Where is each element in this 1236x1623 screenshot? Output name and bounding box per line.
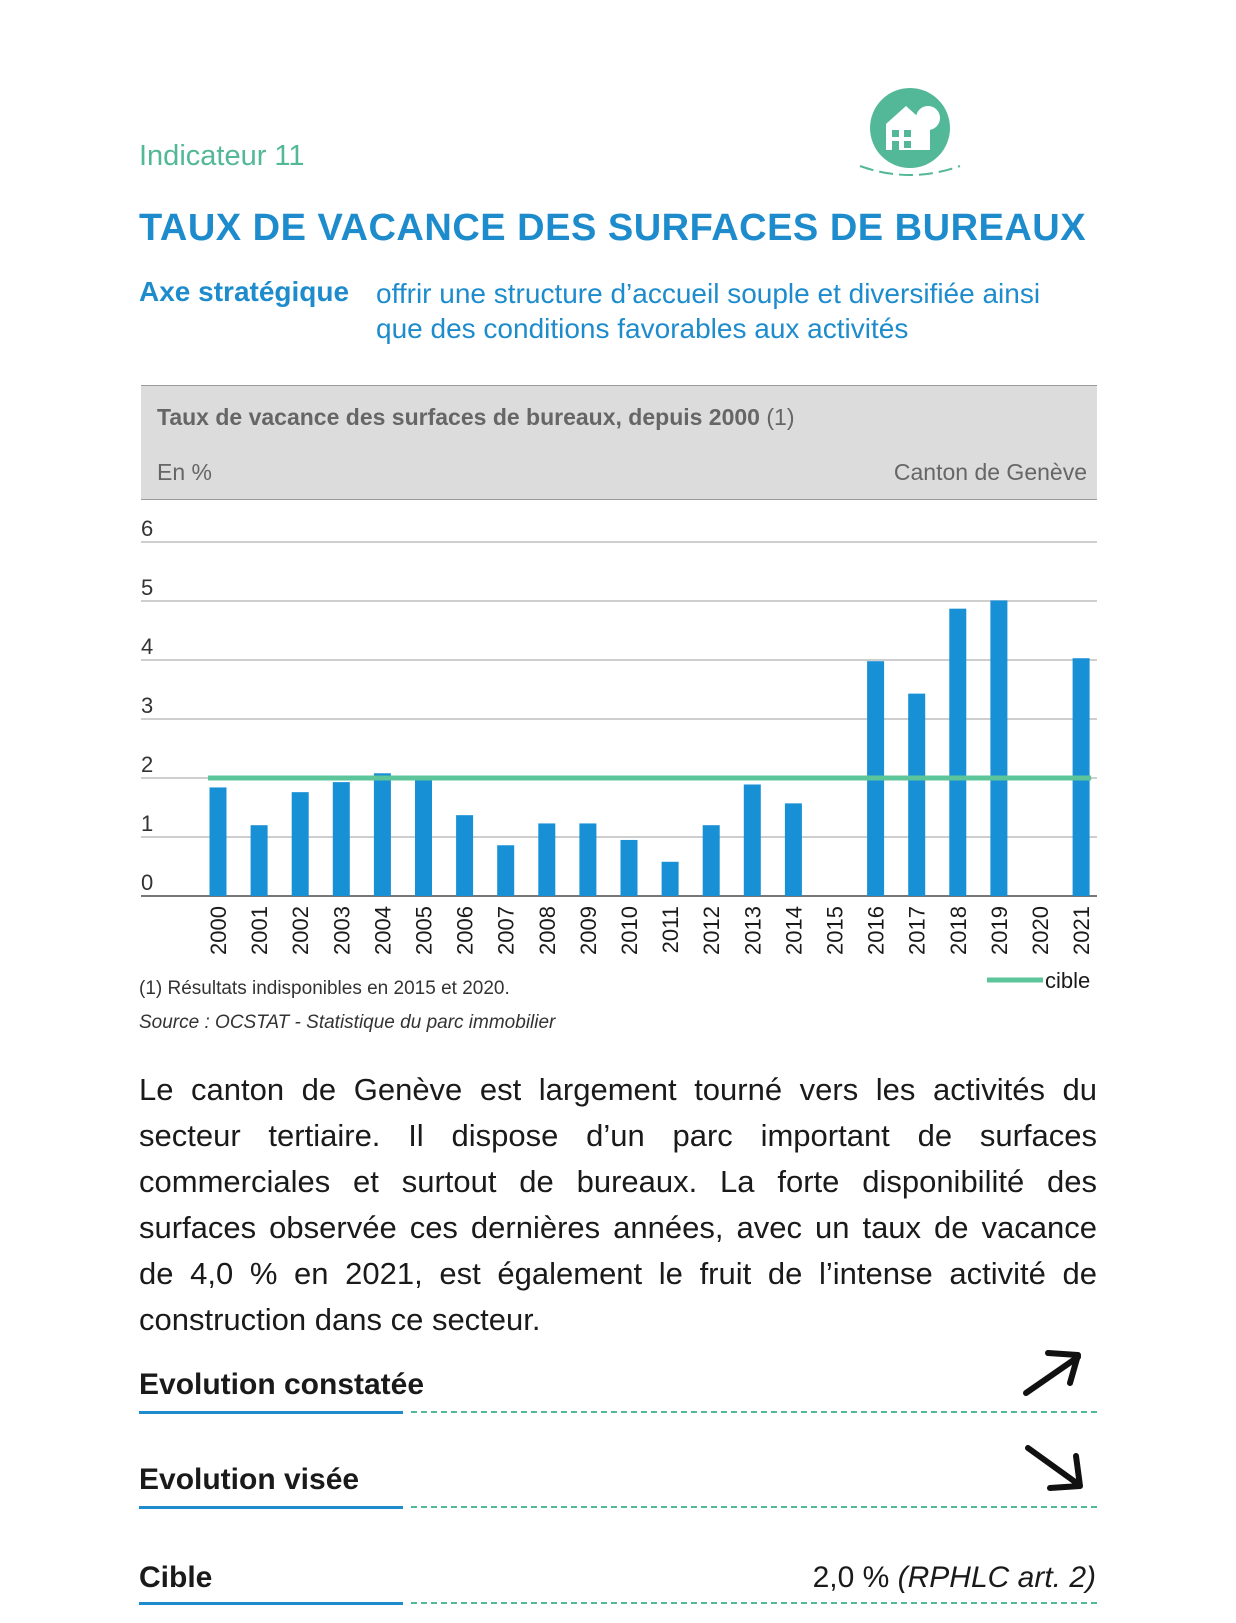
bar-2018 [949, 609, 966, 896]
y-tick-label: 0 [141, 870, 154, 895]
x-tick-label-2020: 2020 [1028, 906, 1053, 955]
bar-2003 [333, 782, 350, 896]
y-tick-label: 4 [141, 634, 154, 659]
x-tick-label-2015: 2015 [822, 906, 848, 955]
x-tick-label-2009: 2009 [575, 906, 601, 955]
y-tick-label: 5 [141, 575, 154, 600]
bar-2007 [497, 845, 514, 896]
chart-title [157, 404, 795, 431]
x-tick-label-2021: 2021 [1069, 906, 1095, 955]
x-tick-label-2018: 2018 [945, 906, 971, 955]
evolution-constatee-label: Evolution constatée [139, 1368, 425, 1401]
bar-2009 [579, 823, 596, 896]
bar-2006 [456, 815, 473, 896]
chart-source: Source : OCSTAT - Statistique du parc immobilier [139, 1012, 556, 1033]
x-tick-label-2007: 2007 [493, 906, 519, 955]
x-tick-label-2017: 2017 [904, 906, 930, 955]
x-tick-label-2010: 2010 [617, 906, 642, 955]
axe-label: Axe stratégique [139, 276, 350, 307]
x-tick-label-2001: 2001 [247, 906, 273, 955]
y-tick-label: 6 [141, 516, 154, 541]
bar-2008 [538, 823, 555, 896]
arrow-up-right-icon [1020, 1343, 1090, 1403]
chart-x-labels [206, 906, 1094, 955]
x-tick-label-2019: 2019 [986, 906, 1012, 955]
bar-2001 [251, 825, 268, 896]
x-tick-label-2003: 2003 [329, 906, 355, 955]
x-tick-label-2011: 2011 [658, 906, 684, 954]
bar-2011 [662, 862, 679, 896]
chart-bars [210, 600, 1090, 896]
x-tick-label-2004: 2004 [370, 906, 396, 955]
cible-label: Cible [139, 1561, 213, 1594]
page-title: TAUX DE VACANCE DES SURFACES DE BUREAUX [139, 207, 1087, 249]
x-tick-label-2016: 2016 [863, 906, 889, 955]
evolution-visee-divider [139, 1506, 1097, 1509]
evolution-constatee-divider [139, 1411, 1097, 1414]
arrow-down-right-icon [1020, 1440, 1090, 1500]
house-tree-icon [856, 84, 964, 184]
bar-2014 [785, 803, 802, 896]
bar-2019 [990, 600, 1007, 896]
indicator-label: Indicateur 11 [139, 140, 305, 172]
x-tick-label-2014: 2014 [781, 906, 807, 955]
x-tick-label-2002: 2002 [288, 906, 314, 955]
bar-2004 [374, 773, 391, 896]
bar-chart [0, 500, 1236, 1000]
chart-title-note: (1) [766, 404, 795, 430]
body-text: Le canton de Genève est largement tourné vers les activités du secteur tertiaire. Il dispose d’un parc important de surfaces commerciales et surtout de bureaux. La forte disponibilité des surfaces observée ces dernières années, avec un taux de vacance de 4,0 % en 2021, est également le fruit de l’intense activité de construction dans ce secteur. [139, 1072, 1097, 1337]
y-tick-label: 1 [141, 811, 154, 836]
bar-2010 [621, 840, 638, 896]
x-tick-label-2005: 2005 [411, 906, 437, 955]
chart-region: Canton de Genève [893, 459, 1087, 485]
bar-2013 [744, 784, 761, 896]
bar-2005 [415, 780, 432, 896]
chart-footnote: (1) Résultats indisponibles en 2015 et 2020. [139, 978, 510, 999]
cible-divider [139, 1602, 1097, 1605]
bar-2017 [908, 694, 925, 896]
chart-title-main: Taux de vacance des surfaces de bureaux, depuis 2000 [157, 404, 760, 430]
y-tick-label: 2 [141, 752, 154, 777]
cible-reference: (RPHLC art. 2) [897, 1561, 1096, 1594]
bar-2000 [210, 787, 227, 896]
evolution-visee-label: Evolution visée [139, 1463, 360, 1496]
x-tick-label-2013: 2013 [740, 906, 766, 955]
chart-legend [987, 968, 1090, 993]
x-tick-label-2000: 2000 [206, 906, 231, 955]
y-tick-label: 3 [141, 693, 154, 718]
x-tick-label-2008: 2008 [534, 906, 560, 955]
cible-value [813, 1561, 1096, 1595]
cible-percent: 2,0 % [812, 1561, 890, 1594]
legend-label-cible: cible [1045, 968, 1091, 993]
axe-text: offrir une structure d’accueil souple et diversifiée ainsi que des conditions favorables aux activités [376, 278, 1041, 344]
x-tick-label-2006: 2006 [452, 906, 478, 955]
chart-unit: En % [157, 459, 212, 485]
bar-2002 [292, 792, 309, 896]
chart-header [141, 385, 1097, 500]
x-tick-label-2012: 2012 [699, 906, 725, 955]
bar-2012 [703, 825, 720, 896]
